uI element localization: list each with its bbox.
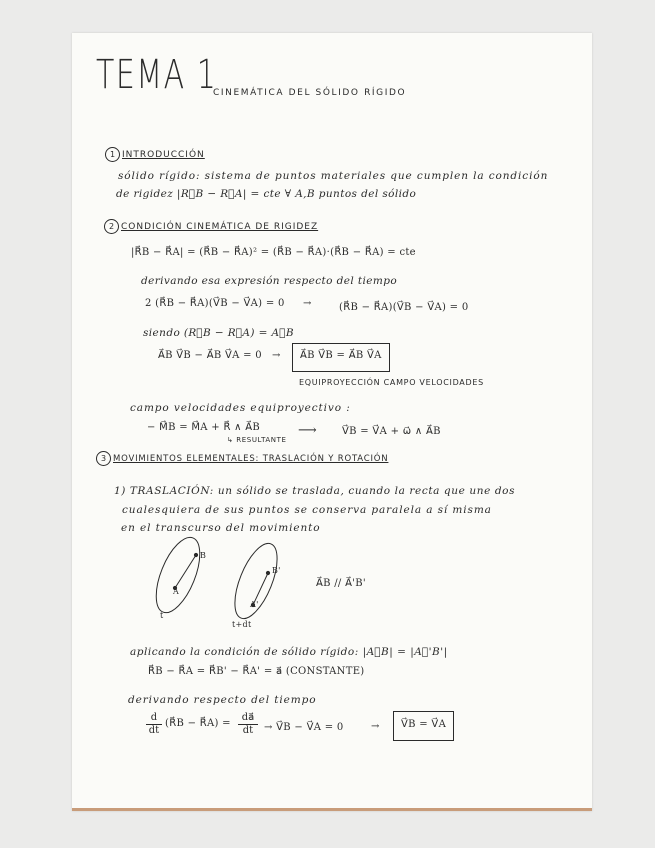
text-aplicando-condicion: aplicando la condición de sólido rígido: |A⃗B| = |A⃗'B'| [130, 646, 448, 658]
equation-velocity-field: V⃗B = V⃗A + ω⃗ ∧ A⃗B [342, 426, 441, 437]
section-number-1: 1 [105, 147, 120, 162]
section-heading-intro: INTRODUCCIÓN [122, 150, 205, 160]
section-number-2: 2 [104, 219, 119, 234]
fraction-da-dt-numerator: da⃗ [238, 712, 258, 725]
equation-derivative-difference: (R⃗B − R⃗A) = [165, 718, 231, 729]
arrow-implies-1: → [303, 298, 312, 309]
arrow-implies-3: ⟶ [298, 423, 317, 438]
rigid-body-t [147, 535, 208, 618]
equation-projection: A⃗B V⃗B − A⃗B V⃗A = 0 [158, 350, 262, 361]
arrow-implies-4: → [371, 721, 380, 732]
parallel-statement: A⃗B // A⃗'B' [316, 578, 366, 589]
equation-velocity-difference: → V⃗B − V⃗A = 0 [264, 722, 344, 733]
fraction-da-dt [238, 712, 258, 737]
equation-equiprojection: A⃗B V⃗B = A⃗B V⃗A [300, 350, 382, 361]
text-derivando-tiempo: derivando respecto del tiempo [128, 694, 317, 706]
equation-derivative-simplified: (R⃗B − R⃗A)(V⃗B − V⃗A) = 0 [339, 302, 469, 313]
fraction-da-dt-denominator: dt [242, 725, 254, 736]
point-label-B-prime: B' [272, 566, 281, 575]
traslacion-line-2: cualesquiera de sus puntos se conserva paralela a sí misma [122, 504, 492, 516]
point-label-B: B [200, 551, 207, 560]
caption-equiprojection: EQUIPROYECCIÓN CAMPO VELOCIDADES [299, 378, 484, 387]
fraction-d-dt-denominator: dt [148, 725, 160, 736]
equation-translation-velocities: V⃗B = V⃗A [401, 719, 447, 730]
equation-moments: − M⃗B = M⃗A + R⃗ ∧ A⃗B [147, 422, 261, 433]
point-label-A: A [173, 587, 180, 596]
traslacion-line-3: en el transcurso del movimiento [121, 522, 321, 534]
label-resultante: ↳ RESULTANTE [227, 436, 287, 444]
page-title: TEMA 1 [96, 52, 218, 98]
rigid-body-t-dt [226, 538, 286, 624]
arrow-implies-2: → [272, 350, 281, 361]
equation-constant-vector: R⃗B − R⃗A = R⃗B' − R⃗A' = a⃗ (CONSTANTE) [148, 666, 365, 677]
section-heading-rigidez: CONDICIÓN CINEMÁTICA DE RIGIDEZ [121, 222, 319, 232]
intro-line-1: sólido rígido: sistema de puntos materiales que cumplen la condición [118, 170, 549, 182]
text-campo-equiproyectivo: campo velocidades equiproyectivo : [130, 402, 351, 414]
equation-derivative: 2 (R⃗B − R⃗A)(V⃗B − V⃗A) = 0 [145, 298, 285, 309]
text-derivando: derivando esa expresión respecto del tiempo [141, 275, 398, 287]
point-label-A-prime: A' [250, 600, 259, 609]
translation-diagram [140, 535, 300, 635]
page-subtitle: CINEMÁTICA DEL SÓLIDO RÍGIDO [213, 88, 407, 98]
fraction-d-dt-numerator: d [146, 712, 162, 725]
fraction-d-dt [146, 712, 162, 737]
equation-modulus: |R⃗B − R⃗A| = (R⃗B − R⃗A)² = (R⃗B − R⃗A)·(R⃗B − R⃗A) = cte [131, 247, 416, 258]
page-edge [72, 808, 592, 811]
section-heading-movimientos: MOVIMIENTOS ELEMENTALES: TRASLACIÓN Y ROTACIÓN [113, 454, 389, 464]
time-label-t: t [160, 611, 164, 620]
traslacion-line-1: 1) TRASLACIÓN: un sólido se traslada, cuando la recta que une dos [114, 485, 516, 497]
section-number-3: 3 [96, 451, 111, 466]
equation-siendo: siendo (R⃗B − R⃗A) = A⃗B [143, 327, 294, 339]
time-label-t-dt: t+dt [232, 620, 252, 629]
intro-line-2: de rigidez |R⃗B − R⃗A| = cte ∀ A,B puntos del sólido [116, 188, 417, 200]
